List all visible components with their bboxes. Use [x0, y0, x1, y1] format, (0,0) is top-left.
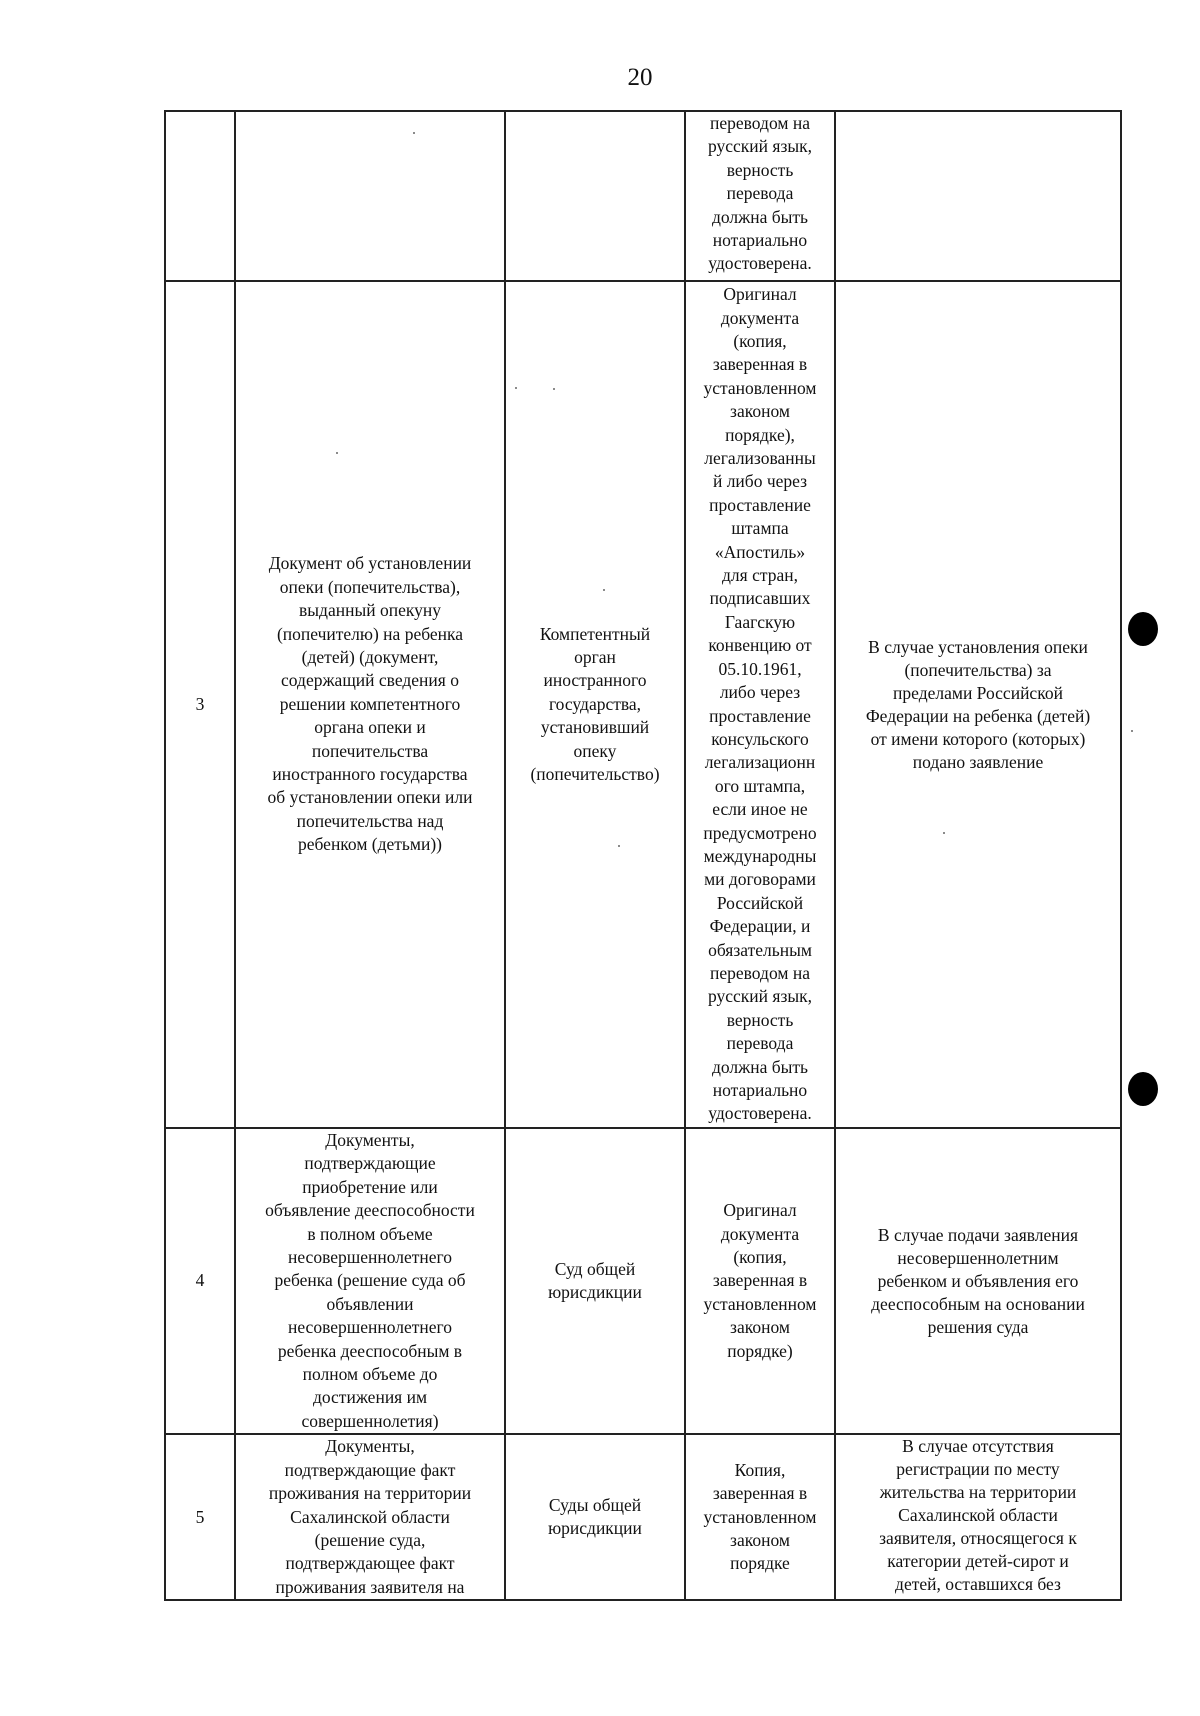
scan-speck	[413, 132, 415, 134]
scan-speck	[553, 388, 555, 390]
issuer-cell: Компетентный орган иностранного государства, установивший опеку (попечительство)	[505, 281, 685, 1128]
documents-table	[164, 110, 1122, 1601]
condition-cell: В случае установления опеки (попечительства) за пределами Российской Федерации на ребенка (детей) от имени которого (которых) подано заявление	[835, 281, 1121, 1128]
requirements-cell: Оригинал документа (копия, заверенная в установленном законом порядке)	[685, 1128, 835, 1434]
punch-hole-mark	[1128, 1072, 1158, 1106]
page-number: 20	[627, 64, 653, 91]
table-row	[165, 281, 1121, 1128]
scan-speck	[336, 452, 338, 454]
issuer-cell: Суд общей юрисдикции	[505, 1128, 685, 1434]
scan-speck	[515, 387, 517, 389]
table-row	[165, 111, 1121, 281]
table-row	[165, 1128, 1121, 1434]
scan-speck	[943, 832, 945, 834]
issuer-cell	[505, 111, 685, 281]
row-number-cell: 3	[165, 281, 235, 1128]
row-number-cell: 4	[165, 1128, 235, 1434]
document-cell: Документ об установлении опеки (попечительства), выданный опекуну (попечителю) на ребенка (детей) (документ, содержащий сведения о решении компетентного органа опеки и попечительства иностранного государства об установлении опеки или попечительства над ребенком (детьми))	[235, 281, 505, 1128]
document-cell: Документы, подтверждающие факт проживания на территории Сахалинской области (решение суда, подтверждающее факт проживания заявителя на	[235, 1434, 505, 1600]
condition-cell: В случае подачи заявления несовершеннолетним ребенком и объявления его дееспособным на основании решения суда	[835, 1128, 1121, 1434]
scan-speck	[603, 589, 605, 591]
document-cell	[235, 111, 505, 281]
row-number-cell	[165, 111, 235, 281]
row-number-cell: 5	[165, 1434, 235, 1600]
issuer-cell: Суды общей юрисдикции	[505, 1434, 685, 1600]
table-row	[165, 1434, 1121, 1600]
scan-speck	[618, 845, 620, 847]
requirements-cell: Оригинал документа (копия, заверенная в установленном законом порядке), легализованны й либо через проставление штампа «Апостиль» для стран, подписавших Гаагскую конвенцию от 05.10.1961, либо через проставление консульского легализационн ого штампа, если иное не предусмотрено международны ми договорами Российской Федерации, и обязательным переводом на русский язык, верность перевода должна быть нотариально удостоверена.	[685, 281, 835, 1128]
document-cell: Документы, подтверждающие приобретение или объявление дееспособности в полном объеме несовершеннолетнего ребенка (решение суда об объявлении несовершеннолетнего ребенка дееспособным в полном объеме до достижения им совершеннолетия)	[235, 1128, 505, 1434]
condition-cell: В случае отсутствия регистрации по месту жительства на территории Сахалинской области заявителя, относящегося к категории детей-сирот и детей, оставшихся без	[835, 1434, 1121, 1600]
requirements-cell: Копия, заверенная в установленном законом порядке	[685, 1434, 835, 1600]
scan-speck	[1131, 730, 1133, 732]
condition-cell	[835, 111, 1121, 281]
punch-hole-mark	[1128, 612, 1158, 646]
requirements-cell: переводом на русский язык, верность перевода должна быть нотариально удостоверена.	[685, 111, 835, 281]
